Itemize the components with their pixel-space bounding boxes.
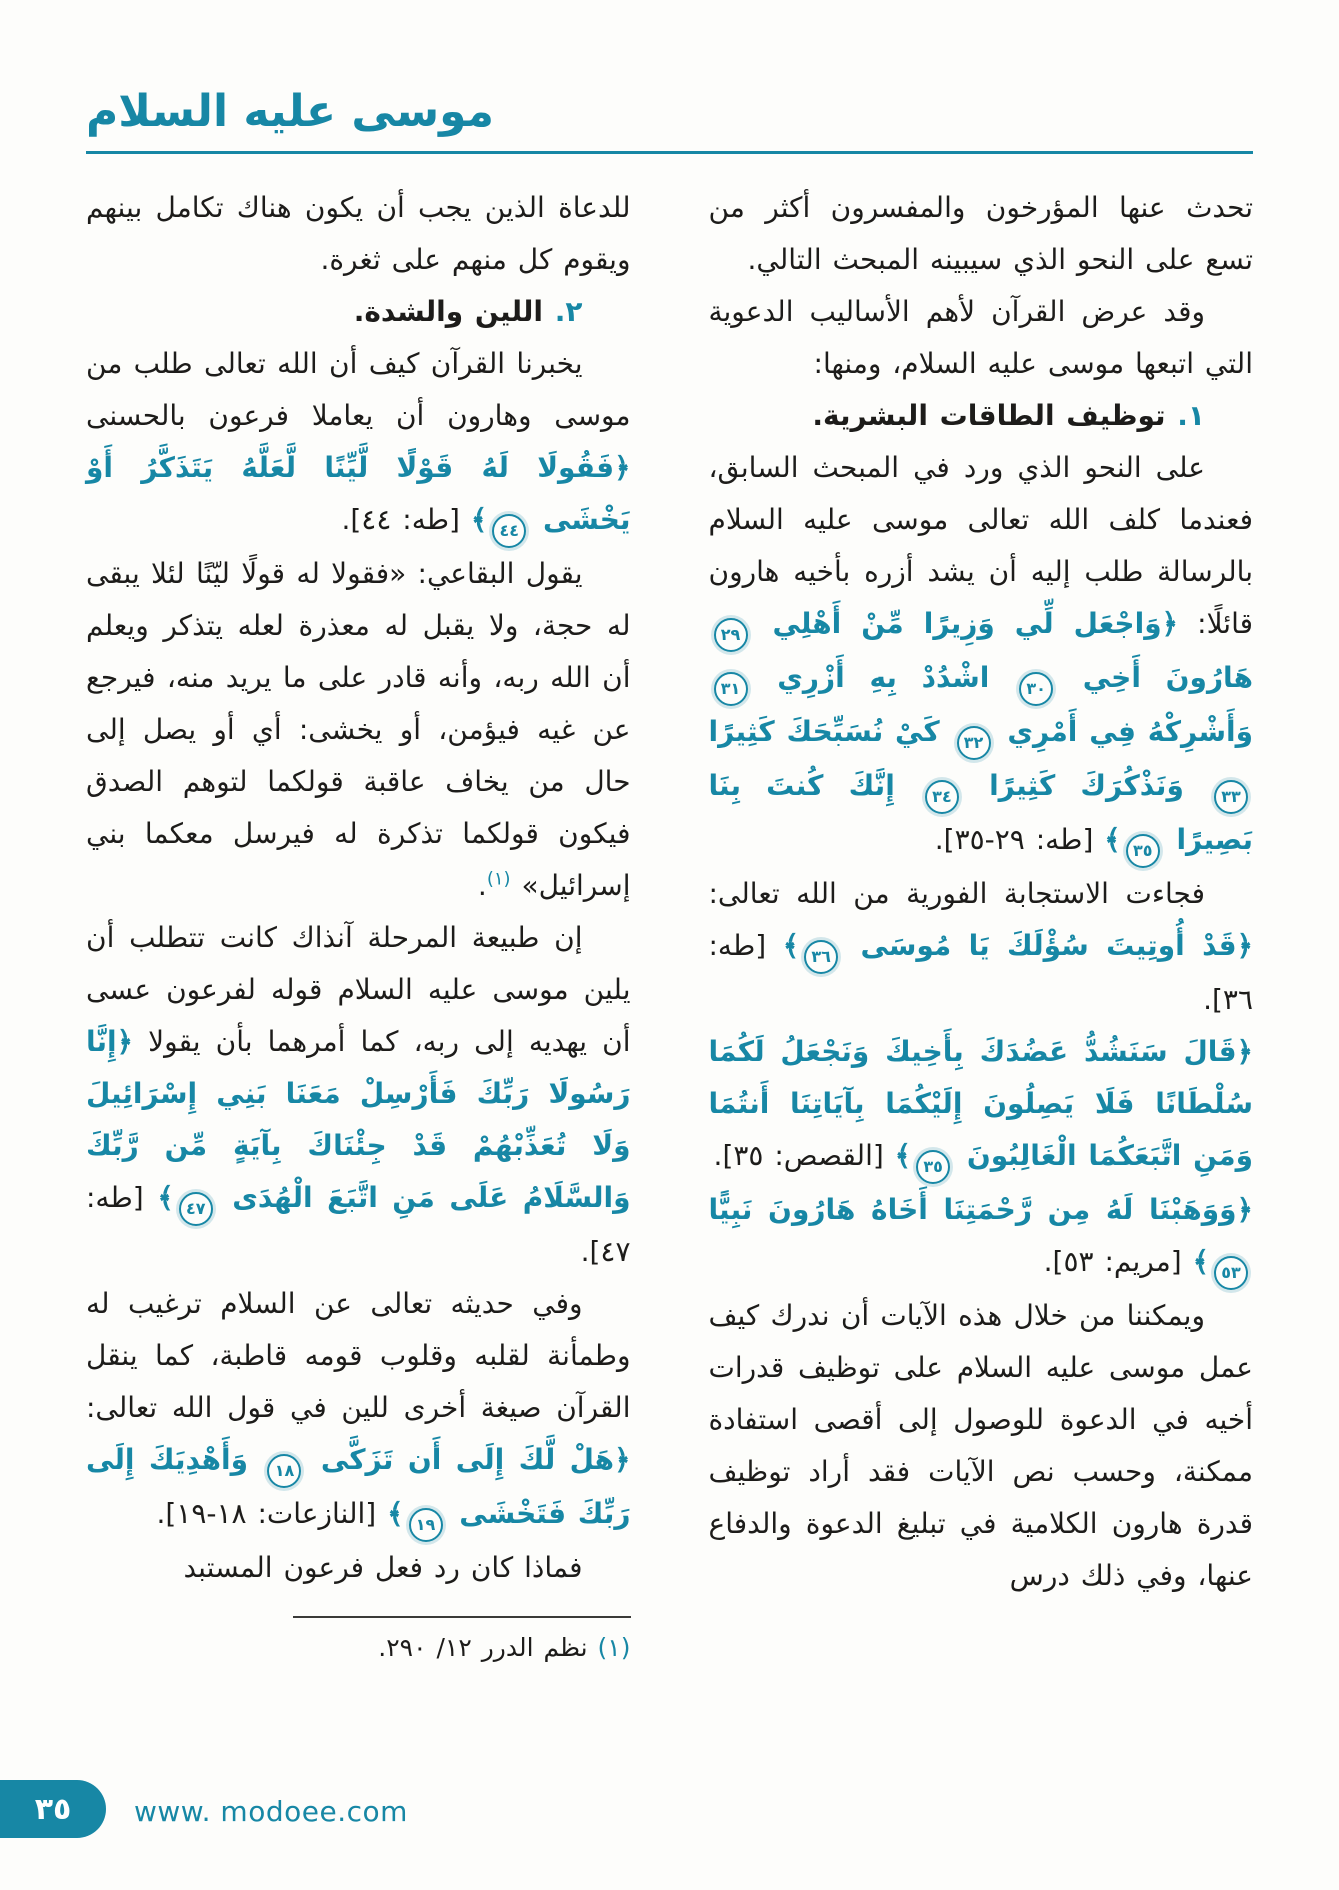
footnote-divider-rule: [293, 1616, 631, 1618]
ayah-number: ١٨: [267, 1454, 301, 1488]
heading-number: ٢.: [543, 295, 583, 328]
ayah-number: ٣٥: [916, 1150, 950, 1184]
quran-verse: ﴾: [470, 503, 488, 536]
verse-reference: [طه: ٤٤].: [341, 503, 471, 536]
ayah-number: ٣٥: [1126, 834, 1160, 868]
paragraph: [86, 548, 631, 912]
body-text: فجاءت الاستجابة الفورية من الله تعالى:: [708, 877, 1205, 910]
paragraph: [86, 1626, 631, 1670]
quran-verse: ﴾: [1104, 823, 1121, 856]
chapter-title: موسى عليه السلام: [86, 86, 494, 137]
body-text: للدعاة الذين يجب أن يكون هناك تكامل بينهم ويقوم كل منهم على ثغرة.: [86, 191, 631, 276]
section-heading: [86, 286, 631, 338]
quran-verse: ﴾: [387, 1497, 404, 1530]
ayah-number: ٣٤: [925, 780, 959, 814]
quran-verse: ﴿وَاجْعَل لِّي وَزِيرًا مِّنْ أَهْلِي: [752, 607, 1179, 640]
page-number-tab: [0, 1780, 106, 1838]
body-text: ويمكننا من خلال هذه الآيات أن ندرك كيف عمل موسى عليه السلام على توظيف قدرات أخيه في الدعوة للوصول إلى أقصى استفادة ممكنة، وحسب نص الآيات فقد أراد توظيف قدرة هارون الكلامية في تبليغ الدعوة والدفاع عنها، وفي ذلك درس: [708, 1299, 1253, 1592]
paragraph: [709, 1026, 1254, 1184]
column-left: [86, 182, 631, 1670]
paragraph: [86, 1278, 631, 1542]
quran-verse: ﴾: [1192, 1245, 1209, 1278]
ayah-number: ١٩: [409, 1508, 443, 1542]
verse-reference: [مريم: ٥٣].: [1043, 1245, 1193, 1278]
quran-verse: إِنَّكَ كُنتَ بِنَا بَصِيرًا: [708, 769, 1253, 856]
body-text: فماذا كان رد فعل فرعون المستبد: [183, 1551, 583, 1584]
ayah-number: ٣٢: [957, 726, 991, 760]
paragraph: [709, 442, 1254, 868]
heading-text: اللين والشدة.: [353, 295, 544, 328]
paragraph: [709, 868, 1254, 1026]
quran-verse: ﴿إِنَّا رَسُولَا رَبِّكَ فَأَرْسِلْ مَعَنَا بَنِي إِسْرَائِيلَ وَلَا تُعَذِّبْهُمْ قَدْ جِئْنَاكَ بِآيَةٍ مِّن رَّبِّكَ وَالسَّلَامُ عَلَى مَنِ اتَّبَعَ الْهُدَى: [86, 1025, 631, 1214]
quran-verse: وَنَذْكُرَكَ كَثِيرًا: [963, 769, 1209, 802]
paragraph: [709, 286, 1254, 390]
verse-reference: [طه: ٢٩-٣٥].: [934, 823, 1105, 856]
ayah-number: ٣٠: [1019, 672, 1053, 706]
page-number: ٣٥: [34, 1791, 72, 1827]
website-url: www. modoee.com: [134, 1795, 408, 1828]
quran-verse: ﴿قَدْ أُوتِيتَ سُؤْلَكَ يَا مُوسَى: [843, 929, 1253, 962]
verse-reference: [القصص: ٣٥].: [713, 1139, 895, 1172]
footnote-marker: (١): [486, 868, 511, 890]
body-text: تحدث عنها المؤرخون والمفسرون أكثر من تسع على النحو الذي سيبينه المبحث التالي.: [708, 191, 1253, 276]
quran-verse: اشْدُدْ بِهِ أَزْرِي: [752, 661, 1015, 694]
paragraph: [709, 1290, 1254, 1602]
ayah-number: ٤٤: [492, 514, 526, 548]
ayah-number: ٤٧: [179, 1192, 213, 1226]
body-text: يخبرنا القرآن كيف أن الله تعالى طلب من موسى وهارون أن يعاملا فرعون بالحسنى: [86, 347, 631, 432]
verse-reference: [النازعات: ١٨-١٩].: [156, 1497, 388, 1530]
body-text: على النحو الذي ورد في المبحث السابق، فعندما كلف الله تعالى موسى عليه السلام بالرسالة طلب إليه أن يشد أزره بأخيه هارون قائلًا:: [708, 451, 1254, 640]
paragraph: [86, 912, 631, 1278]
verse-reference: [طه: ٤٧].: [86, 1181, 631, 1268]
paragraph: [86, 182, 631, 286]
quran-verse: وَأَشْرِكْهُ فِي أَمْرِي: [995, 715, 1253, 748]
quran-verse: هَارُونَ أَخِي: [1058, 661, 1253, 694]
ayah-number: ٣١: [714, 672, 748, 706]
quran-verse: ﴿فَقُولَا لَهُ قَوْلًا لَّيِّنًا لَّعَلَّهُ يَتَذَكَّرُ أَوْ يَخْشَى: [86, 451, 631, 536]
body-text: وقد عرض القرآن لأهم الأساليب الدعوية التي اتبعها موسى عليه السلام، ومنها:: [708, 295, 1253, 380]
column-left-body: [86, 182, 631, 1594]
section-heading: [709, 390, 1254, 442]
verse-reference: [طه: ٣٦].: [708, 929, 1253, 1016]
heading-text: توظيف الطاقات البشرية.: [812, 399, 1166, 432]
paragraph: [86, 338, 631, 548]
ayah-number: ٣٦: [804, 940, 838, 974]
body-text: .: [477, 869, 487, 902]
body-text: نظم الدرر ١٢/ ٢٩٠.: [378, 1633, 588, 1662]
heading-number: ١.: [1165, 399, 1205, 432]
quran-verse: كَيْ نُسَبِّحَكَ كَثِيرًا: [708, 715, 952, 748]
ayah-number: ٣٣: [1214, 780, 1248, 814]
quran-verse: وَأَهْدِيَكَ إِلَى رَبِّكَ فَتَخْشَى: [86, 1443, 631, 1530]
paragraph: [709, 182, 1254, 286]
quran-verse: ﴾: [782, 929, 800, 962]
quran-verse: ﴾: [157, 1181, 174, 1214]
ayah-number: ٥٣: [1214, 1256, 1248, 1290]
ayah-number: ٢٩: [714, 618, 748, 652]
quran-verse: ﴿وَوَهَبْنَا لَهُ مِن رَّحْمَتِنَا أَخَاهُ هَارُونَ نَبِيًّا: [708, 1193, 1253, 1226]
page-header: [0, 0, 1339, 154]
quran-verse: ﴾: [894, 1139, 912, 1172]
quran-verse: ﴿قَالَ سَنَشُدُّ عَضُدَكَ بِأَخِيكَ وَنَجْعَلُ لَكُمَا سُلْطَانًا فَلَا يَصِلُونَ إِلَيْكُمَا بِآيَاتِنَا أَنتُمَا وَمَنِ اتَّبَعَكُمَا الْغَالِبُونَ: [708, 1035, 1253, 1172]
footnote-number: (١): [587, 1633, 631, 1662]
text-columns: [0, 154, 1339, 1670]
body-text: إن طبيعة المرحلة آنذاك كانت تتطلب أن يلين موسى عليه السلام قوله لفرعون عسى أن يهديه إلى ربه، كما أمرهما بأن يقولا: [86, 921, 631, 1058]
body-text: يقول البقاعي: «فقولا له قولًا ليّنًا لئلا يبقى له حجة، ولا يقبل له معذرة لعله يتذكر ويعلم أن الله ربه، وأنه قادر على ما يريد منه، فيرجع عن غيه فيؤمن، أو يخشى: أي أو يصل إلى حال من يخاف عاقبة قولكما لتوهم الصدق فيكون قولكما تذكرة له فيرسل معكما بني إسرائيل»: [86, 557, 631, 902]
paragraph: [86, 1542, 631, 1594]
paragraph: [709, 1184, 1254, 1290]
footnote: [86, 1626, 631, 1670]
quran-verse: ﴿هَلْ لَّكَ إِلَى أَن تَزَكَّى: [306, 1443, 631, 1476]
column-right: [709, 182, 1254, 1670]
body-text: وفي حديثه تعالى عن السلام ترغيب له وطمأنة لقلبه وقلوب قومه قاطبة، كما ينقل القرآن صيغة أخرى للين في قول الله تعالى:: [86, 1287, 631, 1424]
